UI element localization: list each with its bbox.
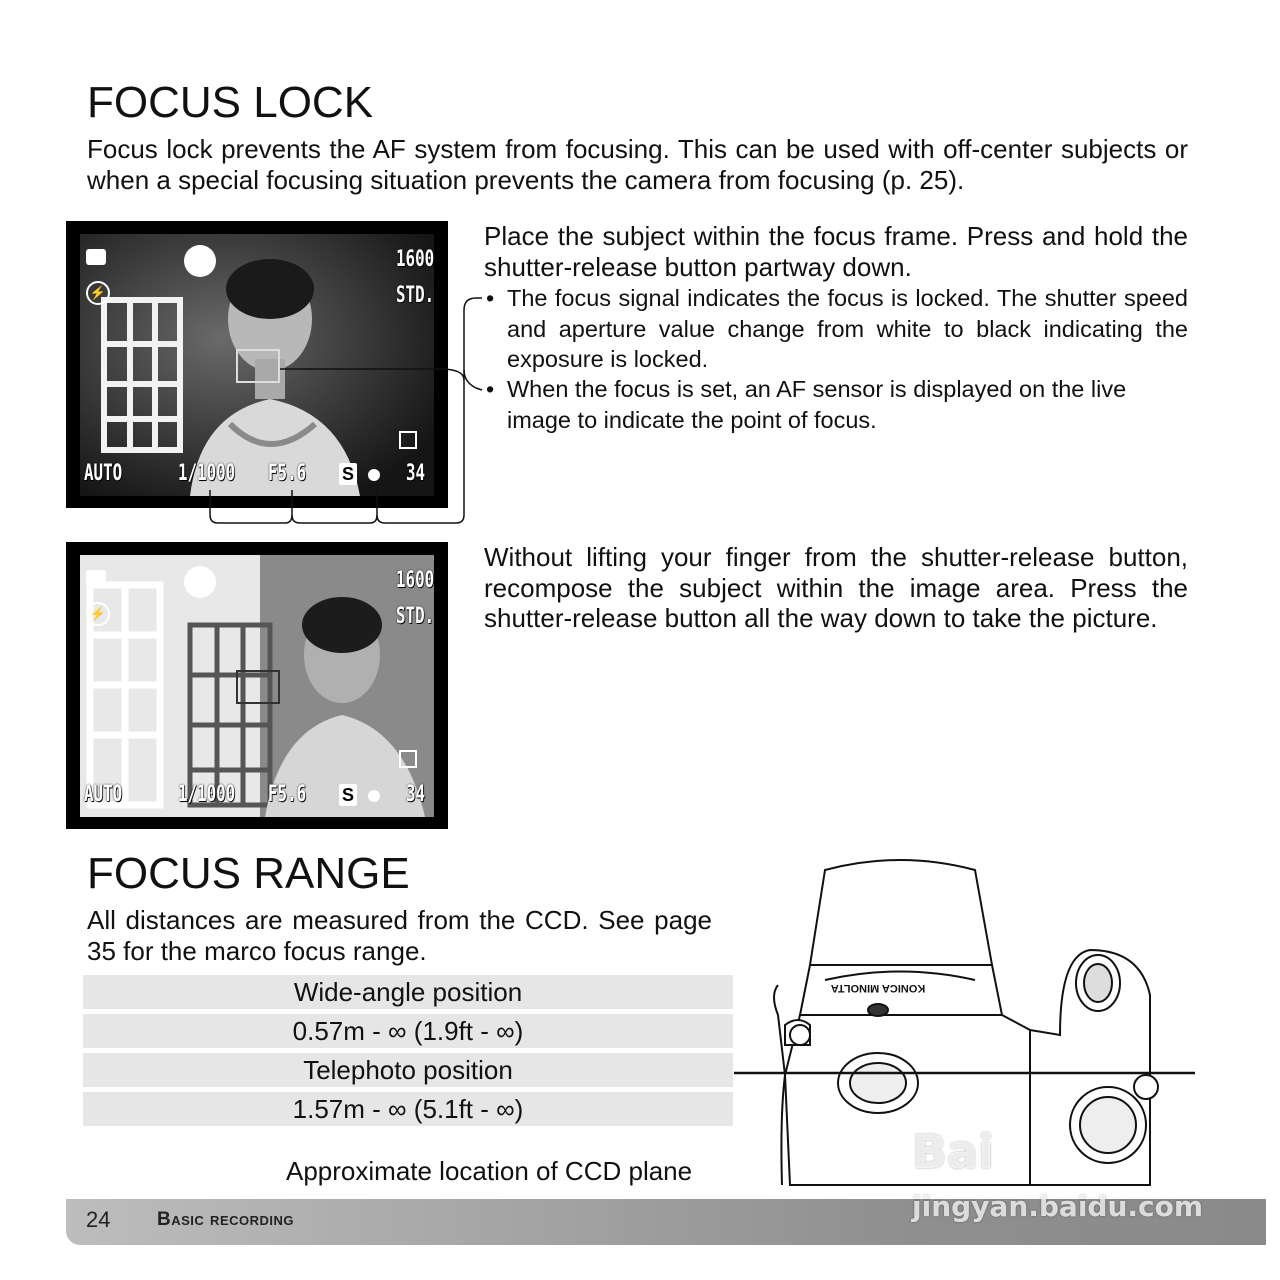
lcd-screen-recomposed [66,542,448,829]
frame-counter-label: 34 [406,782,426,807]
watermark-url: jingyan.baidu.com [912,1190,1204,1223]
focus-range-intro: All distances are measured from the CCD. See page 35 for the marco focus range. [87,905,712,966]
quality-label: STD. [396,604,435,629]
resolution-label: 1600 [396,247,435,272]
camera-mode-icon [86,249,106,265]
face-icon [184,245,216,277]
shutter-speed-label: 1/1000 [178,782,236,807]
step2-text: Without lifting your finger from the shutter-release button, recompose the subject within the image area. Press the shutter-release button all the way down to take the picture. [484,542,1188,633]
camera-mode-icon [86,570,106,586]
face-icon [184,566,216,598]
single-frame-icon [399,750,417,768]
bullet-focus-signal-text: The focus signal indicates the focus is locked. The shutter speed and aperture value change from white to black indicating the exposure is locked. [507,285,1188,372]
ccd-caption: Approximate location of CCD plane [286,1156,693,1186]
aperture-label: F5.6 [268,782,307,807]
frame-counter-label: 34 [406,461,426,486]
resolution-label: 1600 [396,568,435,593]
range-row-tele-label: Telephoto position [83,1053,733,1087]
shutter-speed-label: 1/1000 [178,461,236,486]
focus-lock-title: FOCUS LOCK [87,78,374,127]
flash-icon: ⚡ [86,602,110,626]
range-row-wide-label: Wide-angle position [83,975,733,1009]
bullet-dot: • [486,285,495,311]
exposure-mode-label: AUTO [84,782,123,807]
focus-frame [236,670,280,704]
quality-label: STD. [396,283,435,308]
watermark-logo: Bai [912,1125,994,1179]
bullet-af-sensor-text: When the focus is set, an AF sensor is displayed on the live image to indicate the point of focus. [507,376,1127,433]
range-row-wide-value: 0.57m - ∞ (1.9ft - ∞) [83,1014,733,1048]
section-label: Basic recording [157,1209,295,1230]
exposure-mode-label: AUTO [84,461,123,486]
aperture-label: F5.6 [268,461,307,486]
page-number: 24 [86,1207,111,1232]
flash-icon: ⚡ [86,281,110,305]
bullet-af-sensor [486,374,1188,435]
s-badge: S [339,784,357,806]
range-row-tele-value: 1.57m - ∞ (5.1ft - ∞) [83,1092,733,1126]
callout-lines [200,290,490,530]
step1-text: Place the subject within the focus frame. Press and hold the shutter-release button partway down. [484,221,1188,282]
bullet-dot: • [486,376,495,402]
s-badge: S [339,463,357,485]
focus-range-title: FOCUS RANGE [87,849,410,898]
focus-lock-intro: Focus lock prevents the AF system from focusing. This can be used with off-center subjects or when a special focusing situation prevents the camera from focusing (p. 25). [87,134,1188,195]
camera-brand-text: KONICA MINOLTA [830,982,926,994]
bullet-focus-signal [486,283,1188,375]
focus-signal-icon [368,790,380,802]
